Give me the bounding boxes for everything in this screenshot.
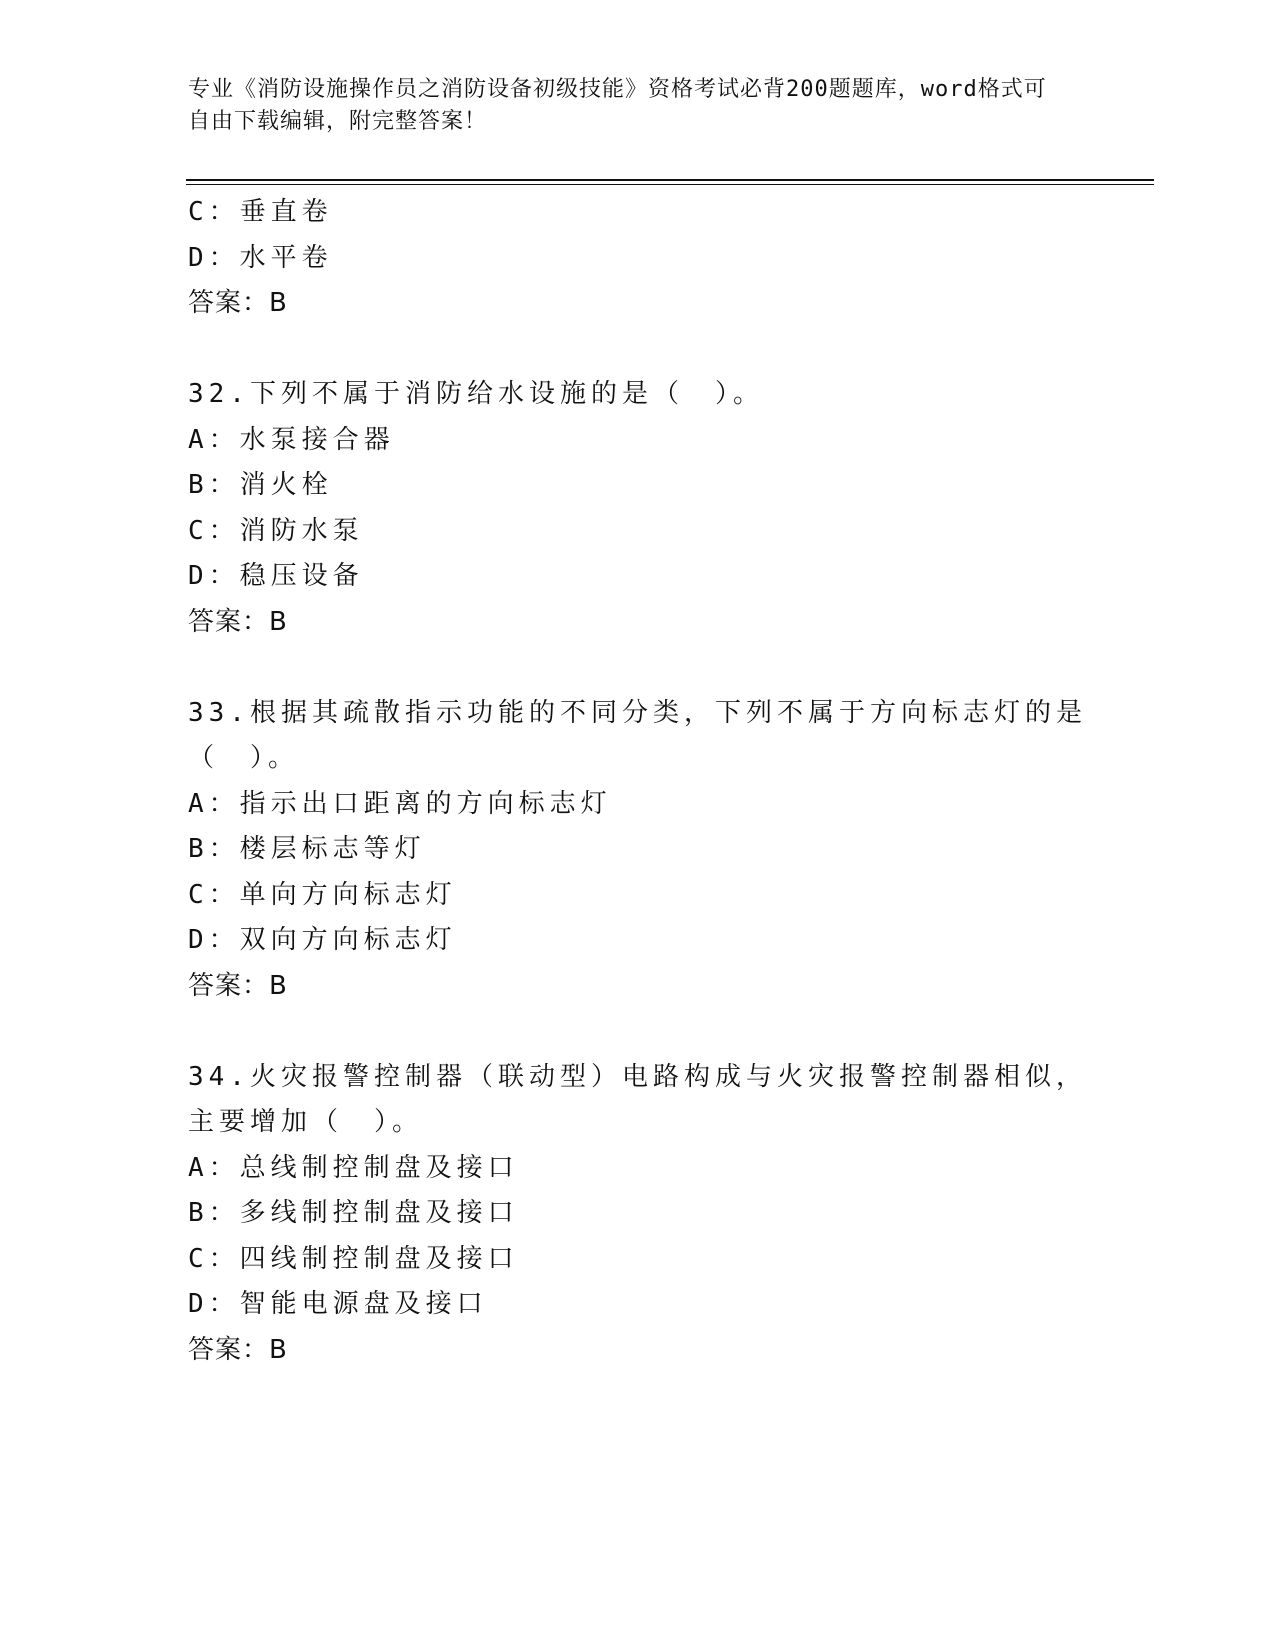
header-rule-thick — [186, 179, 1154, 181]
question-stem: 33.根据其疏散指示功能的不同分类，下列不属于方向标志灯的是（ ）。 — [188, 697, 1087, 773]
spacer — [188, 327, 1088, 373]
spacer — [188, 1009, 1088, 1055]
option-c: C：消防水泵 — [188, 515, 364, 546]
option-c: C：四线制控制盘及接口 — [188, 1243, 519, 1274]
header-rule-thin — [186, 184, 1154, 185]
option-b: B：楼层标志等灯 — [188, 834, 426, 864]
spacer — [188, 645, 1088, 691]
option-a: A：水泵接合器 — [188, 424, 395, 455]
question-33 — [188, 691, 1088, 1010]
answer-line: 答案：B — [188, 970, 288, 1001]
option-d: D：稳压设备 — [188, 561, 364, 591]
option-b: B：消火栓 — [188, 470, 333, 500]
answer-line: 答案：B — [188, 1334, 288, 1365]
question-32 — [188, 372, 1088, 645]
option-a: A：指示出口距离的方向标志灯 — [188, 788, 612, 819]
option-b: B：多线制控制盘及接口 — [188, 1198, 519, 1228]
question-stem: 34.火灾报警控制器（联动型）电路构成与火灾报警控制器相似，主要增加（ ）。 — [188, 1061, 1087, 1137]
option-d: D：智能电源盘及接口 — [188, 1289, 488, 1319]
option-d: D：水平卷 — [188, 242, 333, 273]
option-d: D：双向方向标志灯 — [188, 925, 457, 955]
question-34 — [188, 1055, 1088, 1374]
question-list — [188, 190, 1088, 1373]
answer-line: 答案：B — [188, 288, 288, 318]
question-stem: 32.下列不属于消防给水设施的是（ ）。 — [188, 379, 764, 409]
document-header: 专业《消防设施操作员之消防设备初级技能》资格考试必背200题题库，word格式可自由下载编辑，附完整答案！ — [188, 77, 1047, 134]
answer-line: 答案：B — [188, 606, 288, 637]
option-a: A：总线制控制盘及接口 — [188, 1152, 519, 1183]
option-c: C：垂直卷 — [188, 197, 333, 227]
previous-question-tail — [188, 190, 1088, 327]
option-c: C：单向方向标志灯 — [188, 879, 457, 910]
